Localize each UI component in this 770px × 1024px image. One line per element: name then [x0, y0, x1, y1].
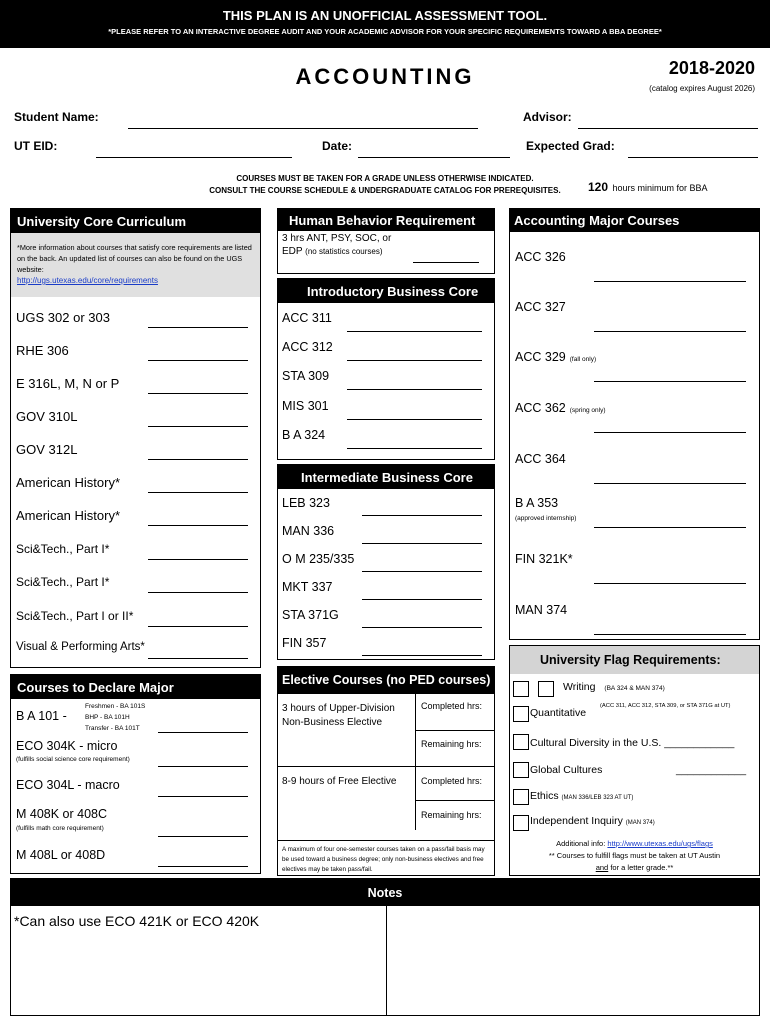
inter-course-blank[interactable]	[362, 655, 482, 656]
ba101-option: Freshmen - BA 101S	[85, 703, 146, 710]
upper-division-label: 3 hours of Upper-Division	[282, 703, 395, 714]
cultural-diversity-flag-label: Cultural Diversity in the U.S. ____________	[530, 737, 735, 749]
page-title: ACCOUNTING	[295, 64, 475, 89]
ethics-flag-label: Ethics	[530, 790, 559, 802]
intro-course-blank[interactable]	[347, 331, 482, 332]
core-course-label: American History*	[16, 508, 121, 523]
ba101-option: BHP - BA 101H	[85, 714, 130, 721]
inter-course-blank[interactable]	[362, 599, 482, 600]
human-behavior-blank[interactable]	[413, 262, 479, 263]
major-course-label: B A 353	[515, 496, 559, 510]
core-course-label: E 316L, M, N or P	[16, 376, 120, 391]
global-cultures-blank: ____________	[676, 764, 747, 776]
major-course-blank[interactable]	[594, 432, 746, 433]
inter-course-blank[interactable]	[362, 543, 482, 544]
ethics-flag	[530, 790, 633, 802]
core-course-blank[interactable]	[148, 592, 248, 593]
hours-minimum	[588, 178, 708, 196]
advisor-field[interactable]	[578, 128, 758, 129]
elective-header: Elective Courses (no PED courses)	[277, 666, 495, 694]
major-course-label: FIN 321K*	[515, 552, 573, 566]
intro-course-blank[interactable]	[347, 360, 482, 361]
human-behavior-header: Human Behavior Requirement	[277, 208, 495, 231]
declare-major-header: Courses to Declare Major	[10, 674, 261, 699]
quantitative-flag-note: (ACC 311, ACC 312, STA 309, or STA 371G at UT)	[600, 703, 731, 709]
date-field[interactable]	[358, 157, 510, 158]
disclaimer-title: THIS PLAN IS AN UNOFFICIAL ASSESSMENT TOOL.	[222, 8, 548, 23]
intro-core-header: Introductory Business Core	[277, 278, 495, 303]
major-course-label: ACC 364	[515, 452, 566, 466]
flags-header: University Flag Requirements:	[510, 646, 759, 674]
core-course-blank[interactable]	[148, 360, 248, 361]
major-course	[515, 250, 566, 264]
eco304l-blank[interactable]	[158, 796, 248, 797]
core-curriculum-header: University Core Curriculum	[10, 208, 261, 233]
inter-course-blank[interactable]	[362, 627, 482, 628]
eco304k-label: ECO 304K - micro	[16, 739, 118, 753]
edp-label: EDP	[282, 246, 303, 257]
core-course-blank[interactable]	[148, 426, 248, 427]
m408k-blank[interactable]	[158, 836, 248, 837]
catalog-years: 2018-2020	[668, 58, 755, 78]
expected-grad-field[interactable]	[628, 157, 758, 158]
elective-sub-divider	[416, 730, 494, 731]
major-course-blank[interactable]	[594, 331, 746, 332]
independent-inquiry-flag	[530, 815, 655, 827]
student-name-field[interactable]	[128, 128, 478, 129]
core-course-label: GOV 310L	[16, 409, 78, 424]
upper-completed-hrs: Completed hrs:	[421, 701, 483, 711]
ut-eid-label: UT EID:	[14, 139, 58, 153]
ut-eid-field[interactable]	[96, 157, 292, 158]
inter-core-header: Intermediate Business Core	[277, 464, 495, 489]
major-course	[515, 300, 566, 314]
major-courses-box	[509, 208, 760, 640]
m408k-note: (fulfills math core requirement)	[16, 825, 104, 832]
major-course-label: ACC 329	[515, 350, 566, 364]
m408l-label: M 408L or 408D	[16, 848, 106, 862]
cultural-diversity-flag-checkbox[interactable]	[513, 734, 529, 750]
major-course-note: (spring only)	[569, 407, 606, 414]
major-course	[515, 401, 606, 415]
elective-row-divider	[278, 766, 494, 767]
intro-course-blank[interactable]	[347, 419, 482, 420]
date-label: Date:	[322, 139, 353, 153]
major-course	[515, 552, 573, 566]
notice-line-2: CONSULT THE COURSE SCHEDULE & UNDERGRADUATE CATALOG FOR PREREQUISITES.	[209, 186, 561, 195]
ethics-flag-note: (MAN 336/LEB 323 AT UT)	[561, 795, 634, 801]
major-course-label: ACC 326	[515, 250, 566, 264]
independent-inquiry-flag-checkbox[interactable]	[513, 815, 529, 831]
inter-course-label: STA 371G	[282, 608, 339, 622]
writing-flag	[563, 681, 665, 693]
inter-course-label: MKT 337	[282, 580, 333, 594]
core-course-blank[interactable]	[148, 393, 248, 394]
core-course-blank[interactable]	[148, 492, 248, 493]
major-course	[515, 496, 558, 510]
major-course	[515, 603, 567, 617]
core-info-text: *More information about courses that satisfy core requirements are listed on the back. An updated list of courses can also be found on the UGS website:	[17, 243, 252, 274]
catalog-expiry: (catalog expires August 2026)	[649, 84, 755, 93]
core-course-label: Sci&Tech., Part I*	[16, 542, 110, 556]
m408k-label: M 408K or 408C	[16, 807, 108, 821]
inter-course-blank[interactable]	[362, 571, 482, 572]
notes-text[interactable]: *Can also use ECO 421K or ECO 420K	[14, 913, 260, 929]
notes-header: Notes	[10, 878, 760, 906]
major-course-label: ACC 327	[515, 300, 566, 314]
prereq-notice	[180, 173, 590, 197]
core-course-blank[interactable]	[148, 626, 248, 627]
ugs-core-link[interactable]: http://ugs.utexas.edu/core/requirements	[17, 276, 158, 285]
core-course-label: UGS 302 or 303	[16, 310, 110, 325]
inter-course-blank[interactable]	[362, 515, 482, 516]
core-course-blank[interactable]	[148, 525, 248, 526]
flags-info-link[interactable]: http://www.utexas.edu/ugs/flags	[607, 839, 713, 848]
human-behavior-text: 3 hrs ANT, PSY, SOC, or	[282, 233, 392, 244]
writing-flag-checkbox-1[interactable]	[513, 681, 529, 697]
major-course-blank[interactable]	[594, 281, 746, 282]
student-name-label: Student Name:	[14, 110, 99, 124]
major-course-blank[interactable]	[594, 583, 746, 584]
notes-divider	[386, 906, 387, 1016]
quantitative-flag-label: Quantitative	[530, 707, 587, 719]
writing-flag-checkbox-2[interactable]	[538, 681, 554, 697]
flags-info-label: Additional info:	[556, 839, 606, 848]
intro-course-blank[interactable]	[347, 448, 482, 449]
flags-additional-info	[510, 838, 759, 874]
major-course	[515, 350, 596, 364]
major-course-label: ACC 362	[515, 401, 566, 415]
elective-footnote-divider	[278, 840, 494, 841]
flags-and: and	[595, 863, 609, 872]
eco304l-label: ECO 304L - macro	[16, 778, 120, 792]
major-course-blank[interactable]	[594, 483, 746, 484]
ba101-label: B A 101 -	[16, 709, 67, 723]
core-course-label: RHE 306	[16, 343, 69, 358]
hours-text: hours minimum for BBA	[612, 183, 708, 193]
core-course-blank[interactable]	[148, 327, 248, 328]
flags-letter-grade-note: for a letter grade.**	[610, 863, 674, 872]
global-cultures-flag-label: Global Cultures	[530, 764, 603, 776]
major-course-blank[interactable]	[594, 381, 746, 382]
upper-division-label-2: Non-Business Elective	[282, 717, 383, 728]
expected-grad-label: Expected Grad:	[526, 139, 615, 153]
intro-course-label: MIS 301	[282, 399, 329, 413]
eco304k-note: (fulfills social science core requirement)	[16, 756, 130, 763]
intro-course-blank[interactable]	[347, 389, 482, 390]
ethics-flag-checkbox[interactable]	[513, 789, 529, 805]
intro-course-label: B A 324	[282, 428, 326, 442]
intro-course-label: ACC 311	[282, 311, 332, 325]
intro-course-label: STA 309	[282, 369, 330, 383]
ba101-blank[interactable]	[158, 732, 248, 733]
independent-inquiry-label: Independent Inquiry	[530, 815, 623, 827]
independent-inquiry-note: (MAN 374)	[625, 820, 655, 826]
core-course-label: GOV 312L	[16, 442, 78, 457]
inter-course-label: O M 235/335	[282, 552, 355, 566]
quantitative-flag-checkbox[interactable]	[513, 706, 529, 722]
elective-sub-divider	[416, 800, 494, 801]
edp-note: (no statistics courses)	[305, 247, 383, 256]
core-course-blank[interactable]	[148, 658, 248, 659]
human-behavior-text-2	[282, 246, 383, 257]
ba101-options	[85, 701, 145, 734]
upper-division-elective	[282, 702, 395, 730]
major-course-blank[interactable]	[594, 527, 746, 528]
free-completed-hrs: Completed hrs:	[421, 776, 483, 786]
intro-course-label: ACC 312	[282, 340, 333, 354]
core-course-label: Visual & Performing Arts*	[16, 641, 145, 653]
notice-line-1: COURSES MUST BE TAKEN FOR A GRADE UNLESS OTHERWISE INDICATED.	[236, 174, 534, 183]
core-course-blank[interactable]	[148, 459, 248, 460]
disclaimer-banner	[0, 0, 770, 48]
eco304k-blank[interactable]	[158, 766, 248, 767]
disclaimer-subtitle: *PLEASE REFER TO AN INTERACTIVE DEGREE AUDIT AND YOUR ACADEMIC ADVISOR FOR YOUR SPECIFIC REQUIREMENTS TOWARD A BBA DEGREE*	[108, 27, 662, 36]
global-cultures-flag-checkbox[interactable]	[513, 762, 529, 778]
inter-course-label: MAN 336	[282, 524, 335, 538]
advisor-label: Advisor:	[523, 110, 572, 124]
writing-flag-note: (BA 324 & MAN 374)	[604, 685, 665, 692]
inter-course-label: LEB 323	[282, 496, 330, 510]
free-remaining-hrs: Remaining hrs:	[421, 810, 482, 820]
major-course-blank[interactable]	[594, 634, 746, 635]
core-course-label: Sci&Tech., Part I or II*	[16, 609, 134, 623]
upper-remaining-hrs: Remaining hrs:	[421, 739, 482, 749]
hours-number: 120	[588, 180, 609, 194]
free-elective-label: 8-9 hours of Free Elective	[282, 776, 397, 787]
major-course-note: (fall only)	[569, 356, 597, 363]
writing-flag-label: Writing	[563, 681, 596, 693]
pass-fail-footnote: A maximum of four one-semester courses taken on a pass/fail basis may be used toward a business degree; only non-business electives and free electives may be taken pass/fail.	[282, 846, 485, 873]
flags-ut-note: ** Courses to fulfill flags must be taken at UT Austin	[548, 851, 721, 860]
core-course-blank[interactable]	[148, 559, 248, 560]
elective-divider	[415, 694, 416, 830]
inter-course-label: FIN 357	[282, 636, 327, 650]
core-course-label: American History*	[16, 475, 121, 490]
major-courses-header: Accounting Major Courses	[509, 208, 760, 232]
major-course	[515, 452, 566, 466]
m408l-blank[interactable]	[158, 866, 248, 867]
ba101-option: Transfer - BA 101T	[85, 725, 140, 732]
ba353-note: (approved internship)	[515, 515, 577, 522]
core-course-label: Sci&Tech., Part I*	[16, 575, 110, 589]
major-course-label: MAN 374	[515, 603, 568, 617]
core-info-panel	[11, 233, 260, 297]
